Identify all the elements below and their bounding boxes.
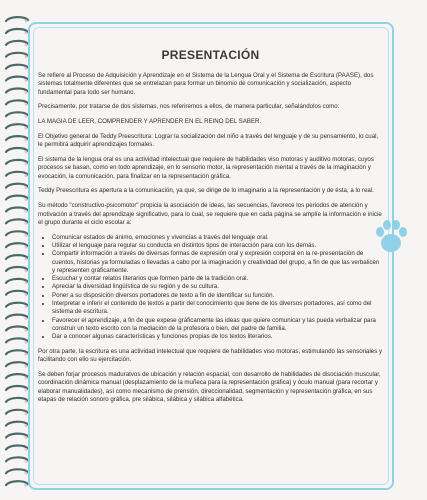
paw-print-icon [374, 218, 408, 256]
list-item: • Interpretar e inferir el contenido de textos a partir del conocimiento que tiene de los diversos portadores, así como del sistema de escritura. [52, 300, 383, 317]
paragraph: Precisamente, por tratarse de dos sistemas, nos referiremos a ellos, de manera particular, señalándolos como: [38, 103, 340, 111]
paragraph: Por otra parte, la escritura es una actividad intelectual que requiere de habilidades viso motoras, estimulando las sensoriales y facilitando con ello su ejercitación. [38, 348, 383, 364]
list-item: • Compartir información a través de diversas formas de expresión oral y expresión corporal en la re-presentación de cuentos, historias ya formuladas o llevadas a cabo por la imaginación y creatividad del grupo, a fin de que las verbalicen y representen gráficamente. [52, 250, 383, 275]
intro-paragraph: Se refiere al Proceso de Adquisición y Aprendizaje en el Sistema de la Lengua Oral y el Sistema de Escritura (PAASE), dos sistemas totalmente diferentes que se entrelazan para formar un binomio de comunicación y socialización, aspecto fundamental para todo ser humano. [38, 72, 374, 96]
list-item: • Escuchar y contar relatos literarios que formen parte de la tradición oral. [52, 275, 383, 283]
objectives-list [38, 234, 383, 342]
page-title: PRESENTACIÓN [161, 48, 260, 62]
list-item: • Poner a su disposición diversos portadores de texto a fin de identificar su función. [52, 292, 383, 300]
list-item: • Comunicar estados de ánimo, emociones y vivencias a través del lenguaje oral. [52, 234, 383, 242]
document-body [38, 48, 383, 411]
spiral-binding-icon [4, 14, 30, 494]
objective-paragraph: El Objetivo general de Teddy Preescritura: Lograr la socialización del niño a través del lenguaje y de su pensamiento, lo cual, le permitirá adquirir aprendizajes formales. [38, 132, 379, 149]
paragraph: El sistema de la lengua oral es una actividad intelectual que requiere de habilidades viso motoras y auditivo motoras, cuyos procesos se basan, como en todo aprendizaje, en lo sensorio motor, la representación mental a través de la imaginación y evocación, la comunicación, para finalizar en la representación gráfica. [38, 156, 374, 180]
method-paragraph: Su método "constructivo-psicomotor" propicia la asociación de ideas, las secuencias, favorece los periodos de atención y motivación a través del aprendizaje significativo, para lo cual, se requiere que en cada página se amplíe la información e inicie el grupo durante el ciclo escolar a: [38, 202, 382, 226]
paragraph: Se deben forjar procesos maduratvos de ubicación y relación espacial, con desarrollo de habilidades de disociación muscular, coordinación dinámica manual (desplazamiento de la muñeca para la representación gráfica) y óculo manual (para recortar y elaborar manualidades), así como mecanismo de prensión, direccionalidad, segmentación y representación gráfica, en sus etapas de relación sonoro gráfica, pre silábica, silábica y silábica alfabética. [38, 371, 381, 403]
paragraph: Teddy Preescritura es apertura a la comunicación, ya que, se dirige de lo imaginario a la representación y de ésta, a lo real. [38, 187, 374, 195]
list-item: • Utilizar el lenguaje para regular su conducta en distintos tipos de interacción para con los demás. [52, 242, 383, 250]
list-item: • Dar a conocer algunas características y funciones propias de los textos literarios. [52, 333, 383, 341]
list-item: • Favorecer el aprendizaje, a fin de que expese gráficamente las ideas que quiere comunicar y las pueda verbalizar para construir un texto escrito con la mediación de la profesora o bien, del padre de familia. [52, 317, 383, 334]
motto-paragraph: LA MAGIA DE LEER, COMPRENDER Y APRENDER EN EL REINO DEL SABER. [38, 118, 262, 126]
list-item: • Apreciar la diversidad lingüística de su región y de su cultura. [52, 283, 383, 291]
